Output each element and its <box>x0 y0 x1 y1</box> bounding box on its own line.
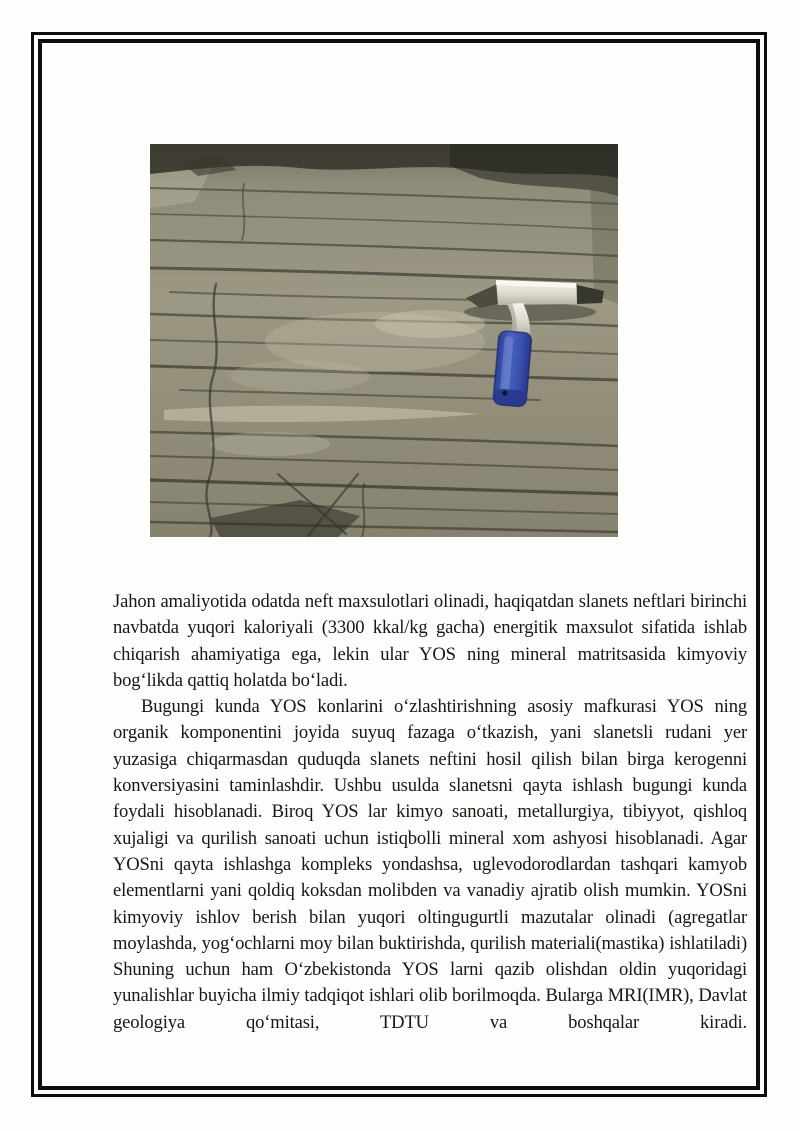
paragraph-2: Bugungi kunda YOS konlarini o‘zlashtirishning asosiy mafkurasi YOS ning organik komponentini joyida suyuq fazaga o‘tkazish, yani slanetsli rudani yer yuzasiga chiqarmasdan quduqda slanets neftini hosil qilish bilan birga kerogenni konversiyasini taminlashdir. Ushbu usulda slanetsni qayta ishlash bugungi kunda foydali hisoblanadi. Biroq YOS lar kimyo sanoati, metallurgiya, tibiyyot, qishloq xujaligi va qurilish sanoati uchun istiqbolli mineral xom ashyosi hisoblanadi. Agar YOSni qayta ishlashga kompleks yondashsa, uglevodorodlardan tashqari kamyob elementlarni yani qoldiq koksdan molibden va vanadiy ajratib olish mumkin. YOSni kimyoviy ishlov berish bilan yuqori oltingugurtli mazutalar olinadi (agregatlar moylashda, yog‘ochlarni moy bilan buktirishda, qurilish materiali(mastika) ishlatiladi) Shuning uchun ham O‘zbekistonda YOS larni qazib olishdan oldin yuqoridagi yunalishlar buyicha ilmiy tadqiqot ishlari olib borilmoqda. Bularga MRI(IMR), Davlat geologiya qo‘mitasi, TDTU va boshqalar kiradi. <box>113 696 747 1033</box>
oil-shale-photo <box>150 144 618 537</box>
body-text <box>113 589 747 1036</box>
rock-photo-graphic <box>150 144 618 537</box>
paragraph-1: Jahon amaliyotida odatda neft maxsulotlari olinadi, haqiqatdan slanets neftlari birinchi navbatda yuqori kaloriyali (3300 kkal/kg gacha) energitik maxsulot sifatida ishlab chiqarish ahamiyatiga ega, lekin ular YOS ning mineral matritsasida kimyoviy bog‘likda qattiq holatda bo‘ladi. <box>113 591 747 691</box>
